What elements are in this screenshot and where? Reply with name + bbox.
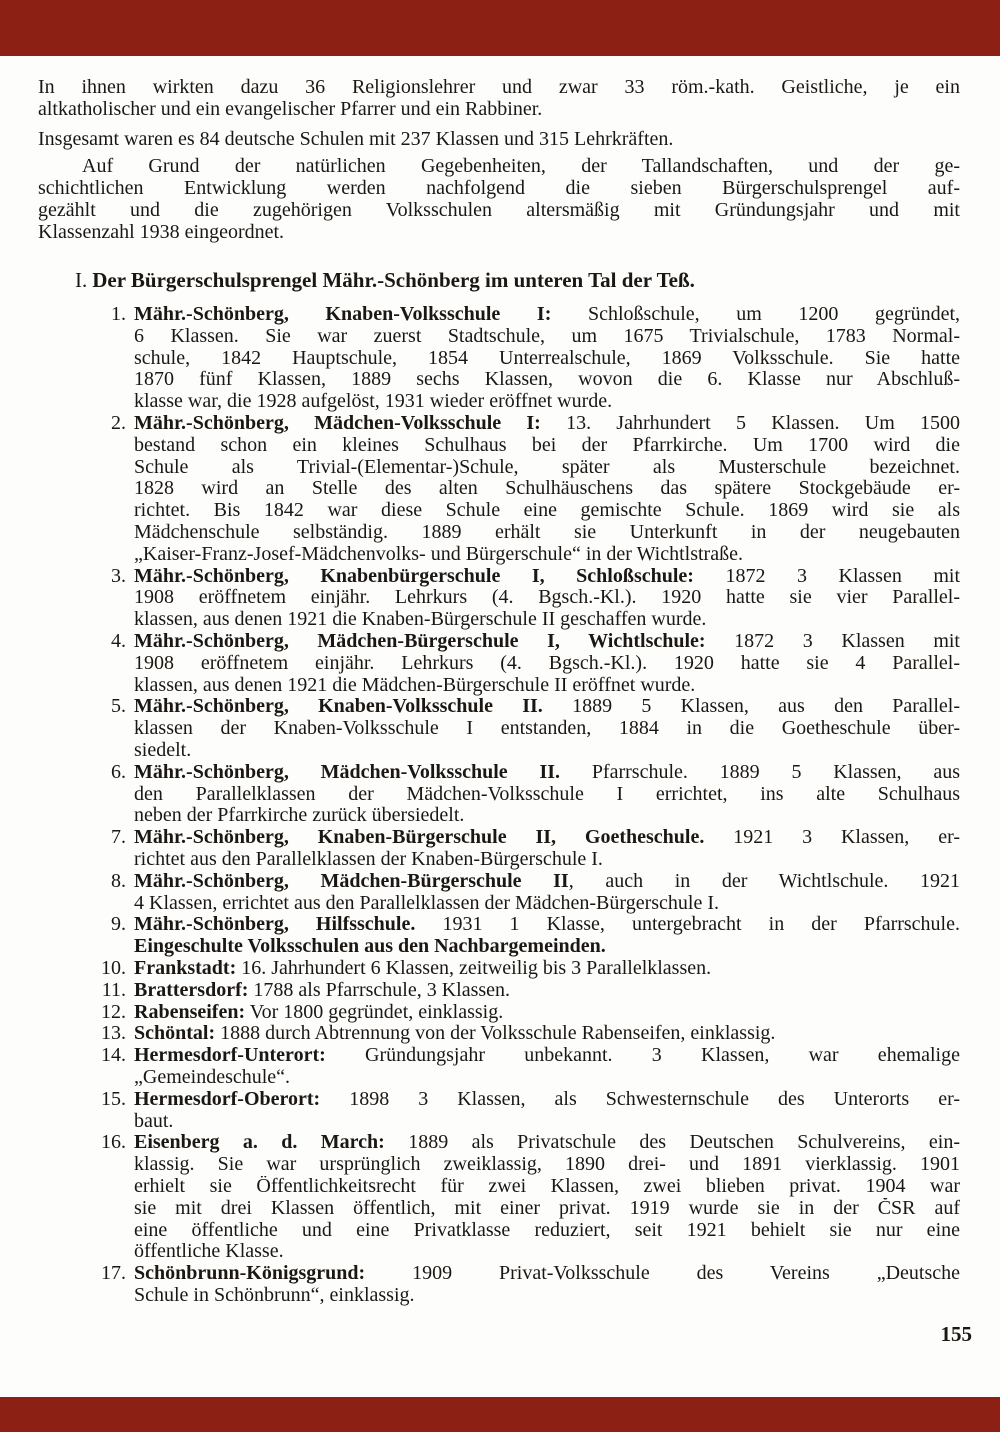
text-line: gezählt und die zugehörigen Volksschulen altersmäßig mit Gründungsjahr und mit xyxy=(38,199,960,221)
text-line: Klassenzahl 1938 eingeordnet. xyxy=(38,221,285,243)
text-line: Mähr.-Schönberg, Knaben-Volksschule II. 1889 5 Klassen, aus den Parallel- xyxy=(134,696,960,718)
text-line: „Gemeindeschule“. xyxy=(134,1066,291,1088)
item-text xyxy=(134,1089,960,1133)
list-item xyxy=(38,413,960,566)
item-number: 15. xyxy=(101,1087,126,1110)
item-number: 11. xyxy=(101,978,126,1001)
text-line: 1870 fünf Klassen, 1889 sechs Klassen, wovon die 6. Klasse nur Abschluß- xyxy=(134,369,960,391)
text-line: Insgesamt waren es 84 deutsche Schulen mit 237 Klassen und 315 Lehrkräften. xyxy=(38,128,674,150)
text-line: Schule in Schönbrunn“, einklassig. xyxy=(134,1284,415,1306)
text-line: Auf Grund der natürlichen Gegebenheiten, der Tallandschaften, und der ge- xyxy=(82,156,960,178)
item-number: 3. xyxy=(111,564,126,587)
item-number: 10. xyxy=(101,956,126,979)
list-item xyxy=(38,304,960,413)
text-line: 1828 wird an Stelle des alten Schulhäuschens das spätere Stockgebäude er- xyxy=(134,478,960,500)
text-line: 1908 eröffnetem einjähr. Lehrkurs (4. Bgsch.-Kl.). 1920 hatte sie 4 Parallel- xyxy=(134,652,960,674)
text-line: In ihnen wirkten dazu 36 Religionslehrer und zwar 33 röm.-kath. Geistliche, je ein xyxy=(38,77,960,98)
page-number: 155 xyxy=(940,1322,972,1346)
section-numeral: I. xyxy=(75,267,88,292)
text-line: klassen der Knaben-Volksschule I entstanden, 1884 in die Goetheschule über- xyxy=(134,718,960,740)
scanned-page-content xyxy=(38,0,960,1307)
text-line: Mädchenschule selbständig. 1889 erhält sie Unterkunft in der neugebauten xyxy=(134,522,960,544)
list-item xyxy=(38,914,960,958)
text-line: schule, 1842 Hauptschule, 1854 Unterrealschule, 1869 Volksschule. Sie hatte xyxy=(134,347,960,369)
text-line: den Parallelklassen der Mädchen-Volksschule I errichtet, ins alte Schulhaus xyxy=(134,783,960,805)
item-number: 17. xyxy=(101,1262,126,1285)
list-item xyxy=(38,827,960,871)
text-line: öffentliche Klasse. xyxy=(134,1241,284,1263)
list-item xyxy=(38,958,960,980)
item-text xyxy=(134,696,960,761)
text-line: Mähr.-Schönberg, Mädchen-Volksschule II. Pfarrschule. 1889 5 Klassen, aus xyxy=(134,761,960,783)
intro-paragraph xyxy=(38,156,960,243)
text-line: klassen, aus denen 1921 die Mädchen-Bürgerschule II eröffnet wurde. xyxy=(134,674,696,696)
text-line: siedelt. xyxy=(134,740,192,762)
text-line: Schönbrunn-Königsgrund: 1909 Privat-Volksschule des Vereins „Deutsche xyxy=(134,1263,960,1285)
item-number: 4. xyxy=(111,630,126,653)
item-text xyxy=(134,566,960,631)
text-line: „Kaiser-Franz-Josef-Mädchenvolks- und Bürgerschule“ in der Wichtlstraße. xyxy=(134,543,743,565)
text-line: 1908 eröffnetem einjähr. Lehrkurs (4. Bgsch.-Kl.). 1920 hatte sie vier Parallel- xyxy=(134,587,960,609)
item-text xyxy=(134,1023,960,1045)
text-line: klasse war, die 1928 aufgelöst, 1931 wieder eröffnet wurde. xyxy=(134,391,613,413)
item-number: 7. xyxy=(111,826,126,849)
text-line: 6 Klassen. Sie war zuerst Stadtschule, um 1675 Trivialschule, 1783 Normal- xyxy=(134,325,960,347)
item-number: 16. xyxy=(101,1131,126,1154)
text-line: Schöntal: 1888 durch Abtrennung von der Volksschule Rabenseifen, einklassig. xyxy=(134,1023,776,1045)
list-item xyxy=(38,696,960,761)
text-line: Frankstadt: 16. Jahrhundert 6 Klassen, zeitweilig bis 3 Parallelklassen. xyxy=(134,957,712,979)
item-text xyxy=(134,1132,960,1263)
item-text xyxy=(134,631,960,696)
text-line: sie mit drei Klassen öffentlich, mit einer privat. 1919 wurde sie in der ČSR auf xyxy=(134,1197,960,1219)
intro-paragraph xyxy=(38,129,960,151)
list-item xyxy=(38,1023,960,1045)
list-item xyxy=(38,762,960,827)
item-text xyxy=(134,1002,960,1024)
list-item xyxy=(38,631,960,696)
text-line: Hermesdorf-Oberort: 1898 3 Klassen, als Schwesternschule des Unterorts er- xyxy=(134,1088,960,1110)
text-line: 4 Klassen, errichtet aus den Parallelklassen der Mädchen-Bürgerschule I. xyxy=(134,892,719,914)
list-item xyxy=(38,1132,960,1263)
text-line: baut. xyxy=(134,1110,174,1132)
list-item xyxy=(38,1045,960,1089)
intro-paragraph xyxy=(38,77,960,121)
list-item xyxy=(38,1002,960,1024)
item-number: 2. xyxy=(111,412,126,435)
item-number: 5. xyxy=(111,695,126,718)
text-line: Mähr.-Schönberg, Mädchen-Bürgerschule II, auch in der Wichtlschule. 1921 xyxy=(134,870,960,892)
item-number: 13. xyxy=(101,1022,126,1045)
text-line: richtet. Bis 1842 war diese Schule eine gemischte Schule. 1869 wird sie als xyxy=(134,500,960,522)
item-text xyxy=(134,980,960,1002)
list-item xyxy=(38,1263,960,1307)
item-text xyxy=(134,413,960,566)
text-line: klassen, aus denen 1921 die Knaben-Bürgerschule II geschaffen wurde. xyxy=(134,609,707,631)
intro-paragraphs xyxy=(38,77,960,244)
text-line: richtet aus den Parallelklassen der Knaben-Bürgerschule I. xyxy=(134,849,603,870)
text-line: schichtlichen Entwicklung werden nachfolgend die sieben Bürgerschulsprengel auf- xyxy=(38,178,960,200)
text-line: altkatholischer und ein evangelischer Pfarrer und ein Rabbiner. xyxy=(38,98,543,120)
item-text xyxy=(134,762,960,827)
text-line: Mähr.-Schönberg, Knaben-Volksschule I: Schloßschule, um 1200 gegründet, xyxy=(134,304,960,326)
text-line: Mähr.-Schönberg, Knabenbürgerschule I, Schloßschule: 1872 3 Klassen mit xyxy=(134,565,960,587)
text-line: Rabenseifen: Vor 1800 gegründet, einklassig. xyxy=(134,1001,504,1023)
section-heading xyxy=(38,268,960,292)
item-number: 1. xyxy=(111,303,126,326)
item-number: 6. xyxy=(111,760,126,783)
text-line: Eingeschulte Volksschulen aus den Nachbargemeinden. xyxy=(134,936,606,958)
list-item xyxy=(38,871,960,915)
item-number: 12. xyxy=(101,1000,126,1023)
item-text xyxy=(134,304,960,413)
item-number: 8. xyxy=(111,869,126,892)
text-line: Hermesdorf-Unterort: Gründungsjahr unbekannt. 3 Klassen, war ehemalige xyxy=(134,1045,960,1067)
item-text xyxy=(134,1263,960,1307)
list-item xyxy=(38,980,960,1002)
item-text xyxy=(134,914,960,958)
list-item xyxy=(38,1089,960,1133)
scan-artifact-bottom-bar xyxy=(0,1397,1000,1432)
numbered-list xyxy=(38,304,960,1307)
item-number: 14. xyxy=(101,1044,126,1067)
item-text xyxy=(134,958,960,980)
text-line: neben der Pfarrkirche zurück übersiedelt. xyxy=(134,805,465,827)
text-line: Schule als Trivial-(Elementar-)Schule, später als Musterschule bezeichnet. xyxy=(134,456,960,478)
text-line: Mähr.-Schönberg, Mädchen-Bürgerschule I, Wichtlschule: 1872 3 Klassen mit xyxy=(134,631,960,653)
text-line: Mähr.-Schönberg, Mädchen-Volksschule I: 13. Jahrhundert 5 Klassen. Um 1500 xyxy=(134,413,960,435)
item-text xyxy=(134,1045,960,1089)
text-line: Brattersdorf: 1788 als Pfarrschule, 3 Klassen. xyxy=(134,979,511,1001)
text-line: klassig. Sie war ursprünglich zweiklassig, 1890 drei- und 1891 vierklassig. 1901 xyxy=(134,1154,960,1176)
section-heading-text: Der Bürgerschulsprengel Mähr.-Schönberg im unteren Tal der Teß. xyxy=(92,267,695,292)
item-number: 9. xyxy=(111,913,126,936)
text-line: eine öffentliche und eine Privatklasse reduziert, seit 1921 behielt sie nur eine xyxy=(134,1219,960,1241)
list-item xyxy=(38,566,960,631)
text-line: Mähr.-Schönberg, Hilfsschule. 1931 1 Klasse, untergebracht in der Pfarrschule. xyxy=(134,914,960,936)
text-line: Eisenberg a. d. March: 1889 als Privatschule des Deutschen Schulvereins, ein- xyxy=(134,1132,960,1154)
item-text xyxy=(134,871,960,915)
item-text xyxy=(134,827,960,871)
text-line: erhielt sie Öffentlichkeitsrecht für zwei Klassen, zwei blieben privat. 1904 war xyxy=(134,1175,960,1197)
text-line: Mähr.-Schönberg, Knaben-Bürgerschule II, Goetheschule. 1921 3 Klassen, er- xyxy=(134,827,960,849)
text-line: bestand schon ein kleines Schulhaus bei der Pfarrkirche. Um 1700 wird die xyxy=(134,434,960,456)
